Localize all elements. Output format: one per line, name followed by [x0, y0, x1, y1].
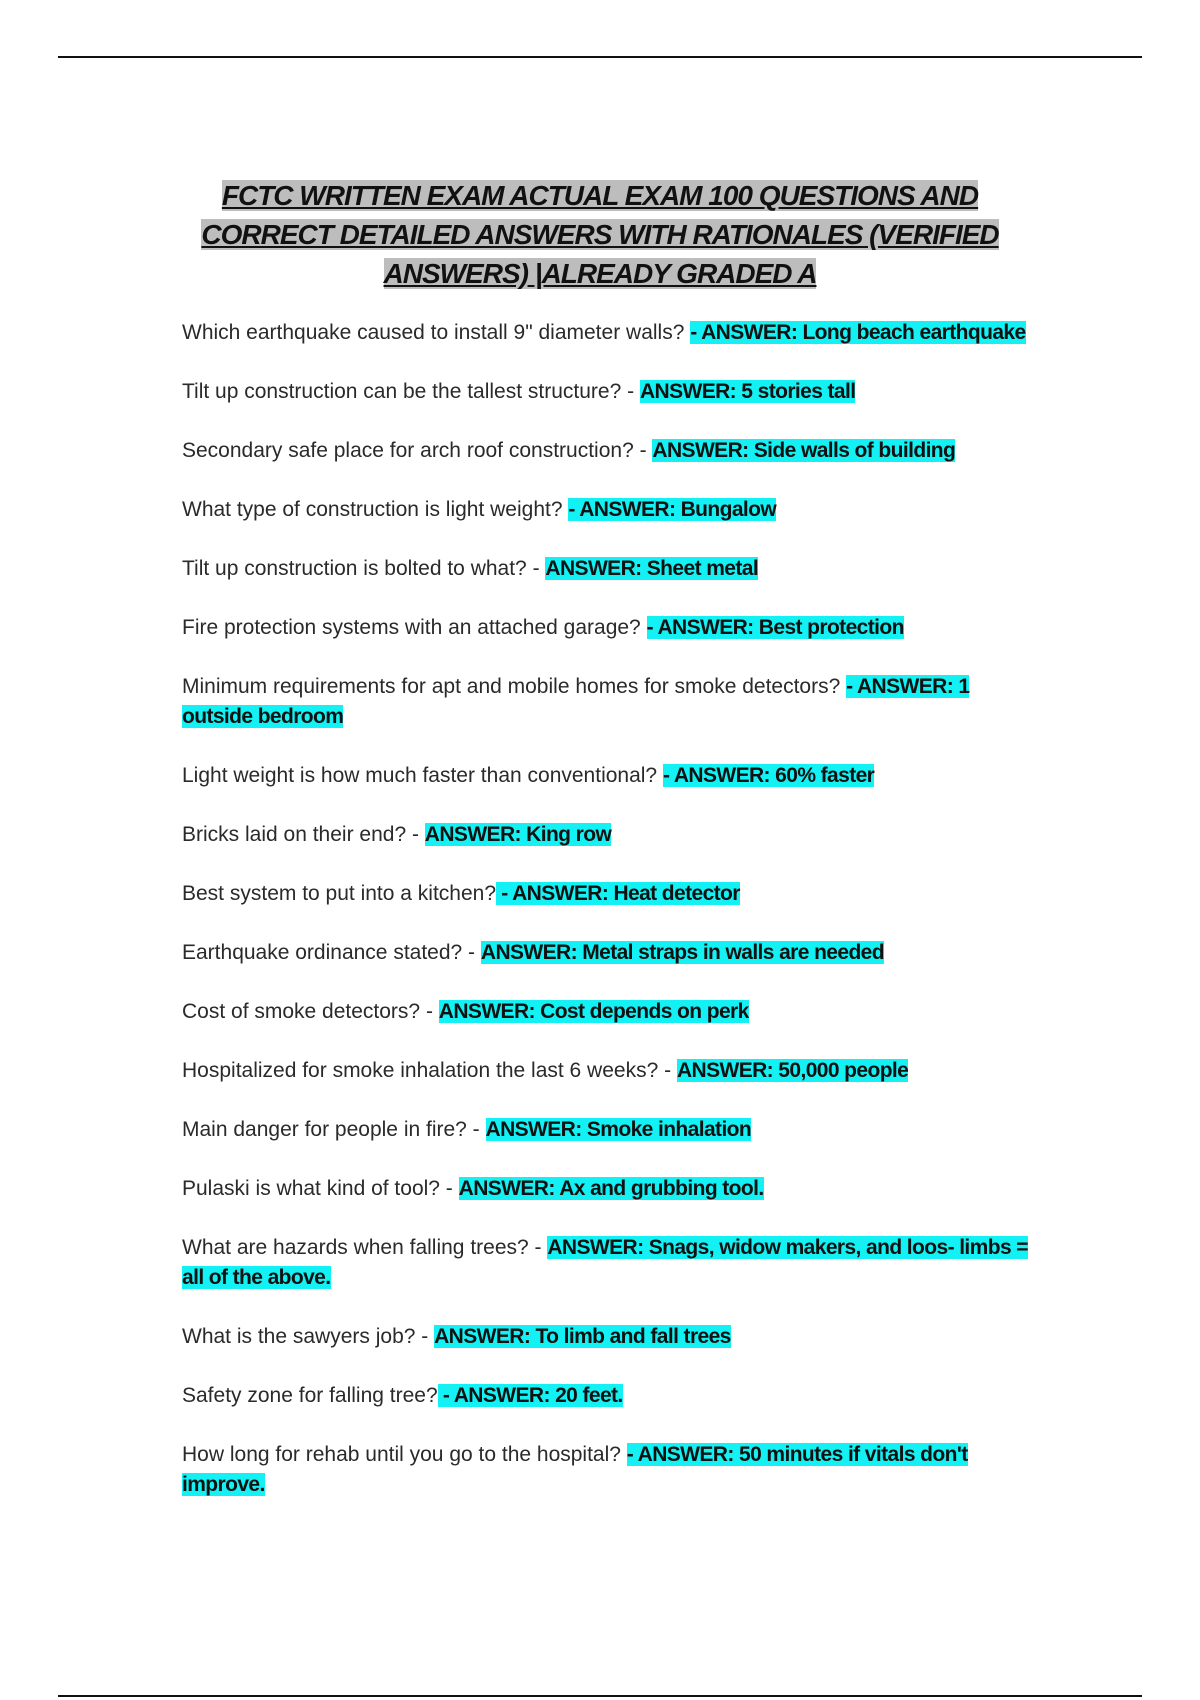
question-text: Tilt up construction is bolted to what?	[182, 557, 527, 580]
qa-item	[182, 495, 1032, 525]
answer-highlight: ANSWER: Side walls of building	[652, 439, 956, 462]
answer-highlight: - ANSWER: Bungalow	[568, 498, 777, 521]
question-text: Main danger for people in fire?	[182, 1118, 467, 1141]
question-text: Minimum requirements for apt and mobile homes for smoke detectors?	[182, 675, 841, 698]
answer-highlight: - ANSWER: 20 feet.	[437, 1384, 623, 1407]
qa-item	[182, 1322, 1032, 1352]
qa-list	[182, 318, 1032, 1529]
question-text: Best system to put into a kitchen?	[182, 882, 496, 905]
qa-item	[182, 613, 1032, 643]
qa-item	[182, 377, 1032, 407]
question-text: Fire protection systems with an attached garage?	[182, 616, 641, 639]
question-text: Light weight is how much faster than conventional?	[182, 764, 658, 787]
answer-highlight: ANSWER: 5 stories tall	[639, 380, 856, 403]
qa-item	[182, 1440, 1032, 1500]
qa-item	[182, 938, 1032, 968]
qa-item	[182, 672, 1032, 732]
separator: -	[406, 823, 425, 846]
answer-highlight: ANSWER: Ax and grubbing tool.	[458, 1177, 764, 1200]
question-text: Cost of smoke detectors?	[182, 1000, 421, 1023]
answer-highlight: ANSWER: Cost depends on perk	[438, 1000, 749, 1023]
question-text: What type of construction is light weight?	[182, 498, 563, 521]
answer-highlight: ANSWER: Snags, widow makers, and loos- limbs = all of the above.	[182, 1236, 1028, 1289]
question-text: Bricks laid on their end?	[182, 823, 407, 846]
question-text: What are hazards when falling trees?	[182, 1236, 529, 1259]
answer-highlight: - ANSWER: 1 outside bedroom	[182, 675, 970, 728]
qa-item	[182, 436, 1032, 466]
separator: -	[658, 1059, 677, 1082]
answer-highlight: ANSWER: Smoke inhalation	[485, 1118, 752, 1141]
answer-highlight: ANSWER: King row	[424, 823, 612, 846]
separator	[621, 1443, 627, 1466]
separator: -	[462, 941, 481, 964]
qa-item	[182, 318, 1032, 348]
answer-highlight: ANSWER: Metal straps in walls are needed	[480, 941, 884, 964]
answer-highlight: - ANSWER: 50 minutes if vitals don't improve.	[182, 1443, 968, 1496]
qa-item	[182, 1056, 1032, 1086]
question-text: What is the sawyers job?	[182, 1325, 416, 1348]
question-text: Secondary safe place for arch roof construction?	[182, 439, 634, 462]
qa-item	[182, 879, 1032, 909]
separator: -	[633, 439, 653, 462]
qa-item	[182, 761, 1032, 791]
separator: -	[528, 1236, 548, 1259]
answer-highlight: ANSWER: To limb and fall trees	[434, 1325, 731, 1348]
answer-highlight: - ANSWER: 60% faster	[662, 764, 875, 787]
footer-rule	[58, 1695, 1142, 1697]
qa-item	[182, 997, 1032, 1027]
separator: -	[415, 1325, 435, 1348]
header-rule	[58, 56, 1142, 58]
answer-highlight: ANSWER: 50,000 people	[676, 1059, 909, 1082]
answer-highlight: - ANSWER: Best protection	[646, 616, 904, 639]
question-text: Earthquake ordinance stated?	[182, 941, 463, 964]
qa-item	[182, 1233, 1032, 1293]
qa-item	[182, 1174, 1032, 1204]
qa-item	[182, 1115, 1032, 1145]
separator: -	[420, 1000, 439, 1023]
question-text: Hospitalized for smoke inhalation the last 6 weeks?	[182, 1059, 659, 1082]
separator: -	[621, 380, 640, 403]
answer-highlight: - ANSWER: Heat detector	[496, 882, 740, 905]
separator	[641, 616, 647, 639]
separator: -	[526, 557, 546, 580]
qa-item	[182, 1381, 1032, 1411]
answer-highlight: ANSWER: Sheet metal	[545, 557, 759, 580]
question-text: How long for rehab until you go to the hospital?	[182, 1443, 621, 1466]
question-text: Tilt up construction can be the tallest structure?	[182, 380, 622, 403]
separator: -	[466, 1118, 486, 1141]
qa-item	[182, 820, 1032, 850]
question-text: Safety zone for falling tree?	[182, 1384, 438, 1407]
document-title: FCTC WRITTEN EXAM ACTUAL EXAM 100 QUESTIONS AND CORRECT DETAILED ANSWERS WITH RATIONALES (VERIFIED ANSWERS) |ALREADY GRADED A	[201, 180, 999, 289]
title-block	[160, 176, 1040, 293]
question-text: Which earthquake caused to install 9" diameter walls?	[182, 321, 685, 344]
answer-highlight: - ANSWER: Long beach earthquake	[690, 321, 1026, 344]
question-text: Pulaski is what kind of tool?	[182, 1177, 440, 1200]
separator: -	[439, 1177, 459, 1200]
qa-item	[182, 554, 1032, 584]
